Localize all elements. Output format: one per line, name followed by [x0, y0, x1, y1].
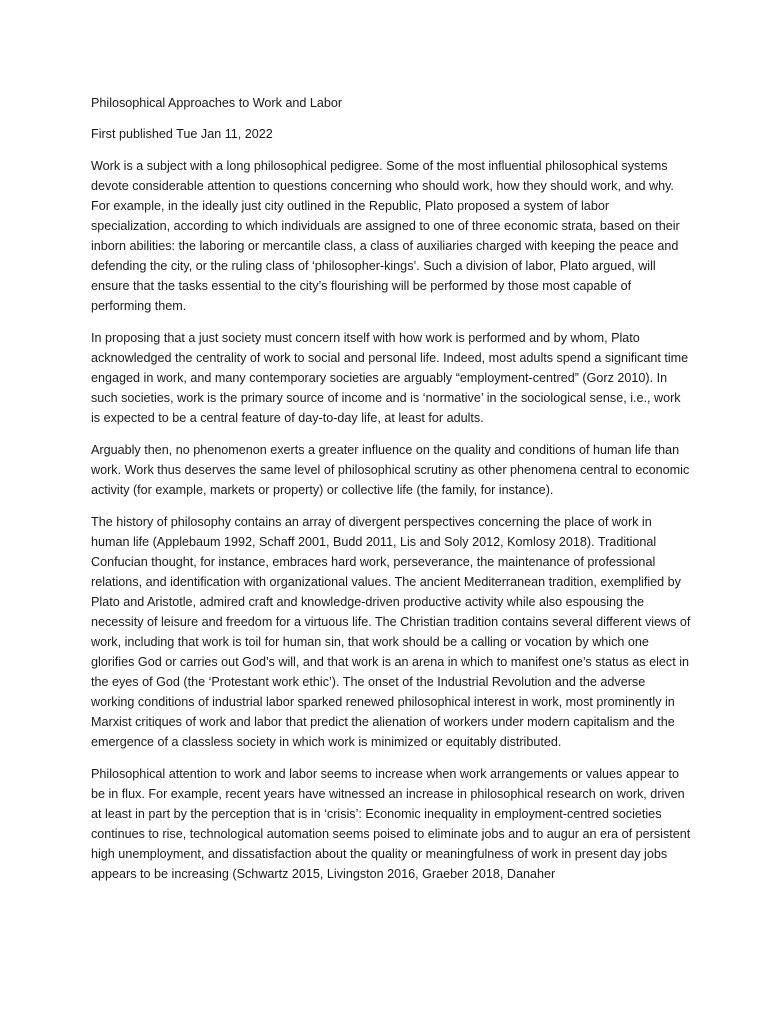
- paragraph-2: In proposing that a just society must concern itself with how work is performed and by whom, Plato acknowledged the centrality of work to social and personal life. Indeed, most adults spend a significant time engaged in work, and many contemporary societies are arguably “employment-centred” (Gorz 2010). In such societies, work is the primary source of income and is ‘normative’ in the sociological sense, i.e., work is expected to be a central feature of day-to-day life, at least for adults.: [91, 331, 689, 425]
- paragraph-1: Work is a subject with a long philosophical pedigree. Some of the most influential philosophical systems devote considerable attention to questions concerning who should work, how they should work, and why. For example, in the ideally just city outlined in the Republic, Plato proposed a system of labor specialization, according to which individuals are assigned to one of three economic strata, based on their inborn abilities: the laboring or mercantile class, a class of auxiliaries charged with keeping the peace and defending the city, or the ruling class of ‘philosopher-kings’. Such a division of labor, Plato argued, will ensure that the tasks essential to the city’s flourishing will be performed by those most capable of performing them.: [91, 159, 680, 313]
- document-body: [91, 93, 691, 896]
- publication-date: First published Tue Jan 11, 2022: [91, 127, 273, 141]
- document-title: Philosophical Approaches to Work and Labor: [91, 96, 343, 110]
- paragraph-5: Philosophical attention to work and labor seems to increase when work arrangements or values appear to be in flux. For example, recent years have witnessed an increase in philosophical research on work, driven at least in part by the perception that is in ‘crisis’: Economic inequality in employment-centred societies continues to rise, technological automation seems poised to eliminate jobs and to augur an era of persistent high unemployment, and dissatisfaction about the quality or meaningfulness of work in present day jobs appears to be increasing (Schwartz 2015, Livingston 2016, Graeber 2018, Danaher: [91, 767, 691, 881]
- paragraph-4: The history of philosophy contains an array of divergent perspectives concerning the place of work in human life (Applebaum 1992, Schaff 2001, Budd 2011, Lis and Soly 2012, Komlosy 2018). Traditional Confucian thought, for instance, embraces hard work, perseverance, the maintenance of professional relations, and identification with organizational values. The ancient Mediterranean tradition, exemplified by Plato and Aristotle, admired craft and knowledge-driven productive activity while also espousing the necessity of leisure and freedom for a virtuous life. The Christian tradition contains several different views of work, including that work is toil for human sin, that work should be a calling or vocation by which one glorifies God or carries out God’s will, and that work is an arena in which to manifest one’s status as elect in the eyes of God (the ‘Protestant work ethic’). The onset of the Industrial Revolution and the adverse working conditions of industrial labor sparked renewed philosophical interest in work, most prominently in Marxist critiques of work and labor that predict the alienation of workers under modern capitalism and the emergence of a classless society in which work is minimized or equitably distributed.: [91, 515, 691, 749]
- paragraph-3: Arguably then, no phenomenon exerts a greater influence on the quality and conditions of human life than work. Work thus deserves the same level of philosophical scrutiny as other phenomena central to economic activity (for example, markets or property) or collective life (the family, for instance).: [91, 443, 690, 497]
